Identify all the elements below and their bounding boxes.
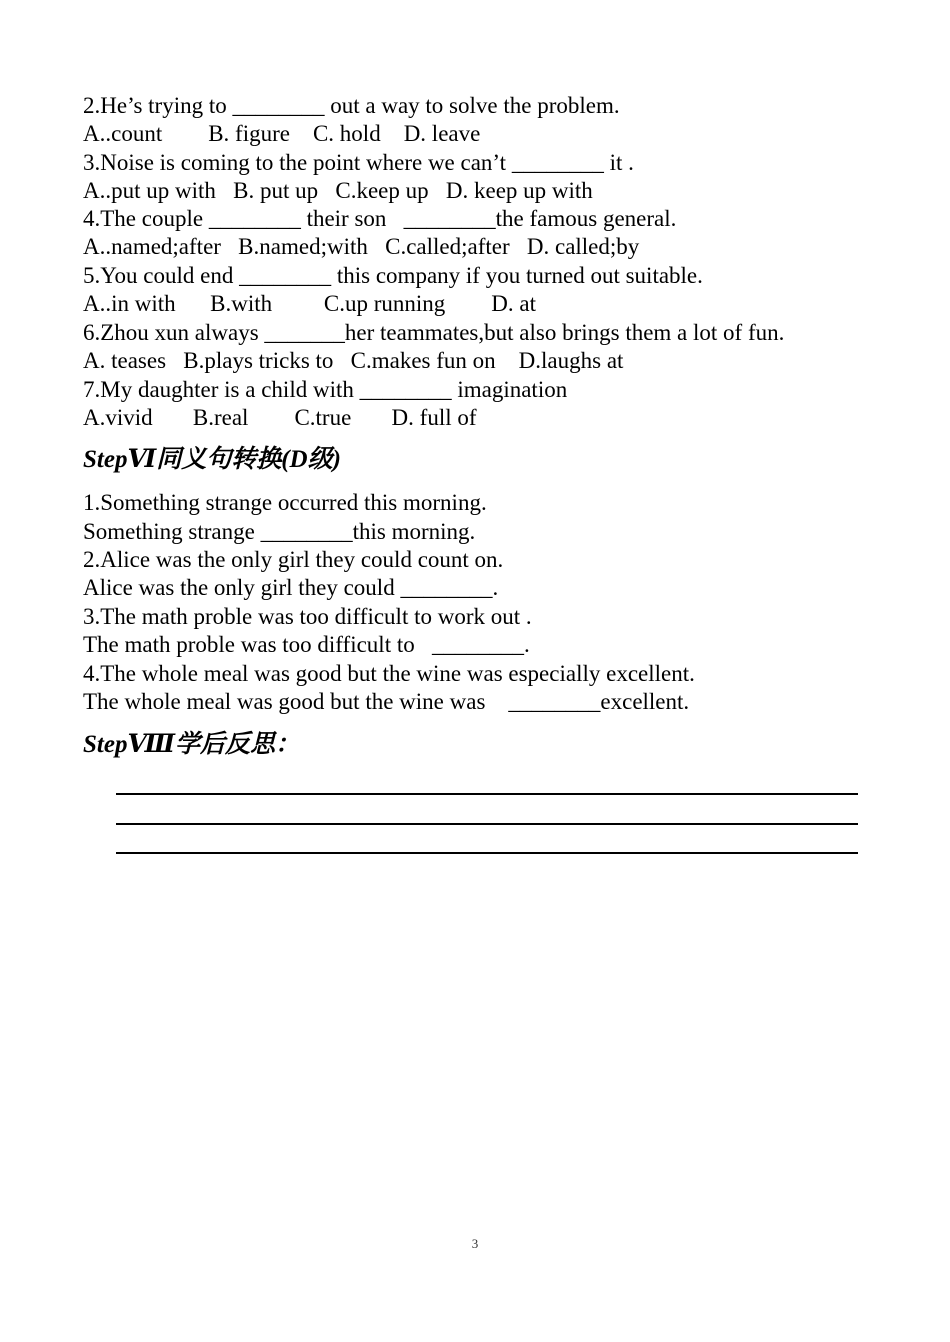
mcq-options-6: A. teases B.plays tricks to C.makes fun on D.laughs at — [83, 348, 624, 373]
section-8-heading: StepⅧ学后反思： — [83, 731, 300, 758]
rewrite-line: Alice was the only girl they could ________. — [83, 575, 499, 600]
rewrite-line: 3.The math proble was too difficult to work out . — [83, 604, 532, 629]
rewrite-line: The whole meal was good but the wine was ________excellent. — [83, 689, 690, 714]
mcq-question-7: 7.My daughter is a child with ________ imagination — [83, 377, 568, 402]
mcq-question-5: 5.You could end ________ this company if you turned out suitable. — [83, 263, 703, 288]
rewrite-line: 2.Alice was the only girl they could count on. — [83, 547, 504, 572]
mcq-options-5: A..in with B.with C.up running D. at — [83, 291, 536, 316]
reflection-answer-line[interactable] — [116, 823, 858, 825]
mcq-question-3: 3.Noise is coming to the point where we can’t ________ it . — [83, 150, 634, 175]
reflection-answer-line[interactable] — [116, 852, 858, 854]
rewrite-line: The math proble was too difficult to ________. — [83, 632, 530, 657]
page-number: 3 — [471, 1236, 479, 1251]
mcq-options-3: A..put up with B. put up C.keep up D. keep up with — [83, 178, 593, 203]
section-6-heading: StepⅥ同义句转换(D级) — [83, 446, 341, 473]
reflection-answer-line[interactable] — [116, 793, 858, 795]
mcq-question-2: 2.He’s trying to ________ out a way to solve the problem. — [83, 93, 620, 118]
mcq-options-4: A..named;after B.named;with C.called;after D. called;by — [83, 234, 640, 259]
rewrite-line: 4.The whole meal was good but the wine was especially excellent. — [83, 661, 695, 686]
rewrite-line: 1.Something strange occurred this morning. — [83, 490, 487, 515]
mcq-options-2: A..count B. figure C. hold D. leave — [83, 121, 481, 146]
rewrite-line: Something strange ________this morning. — [83, 519, 476, 544]
mcq-options-7: A.vivid B.real C.true D. full of — [83, 405, 477, 430]
mcq-question-4: 4.The couple ________ their son ________the famous general. — [83, 206, 677, 231]
mcq-question-6: 6.Zhou xun always _______her teammates,but also brings them a lot of fun. — [83, 320, 785, 345]
